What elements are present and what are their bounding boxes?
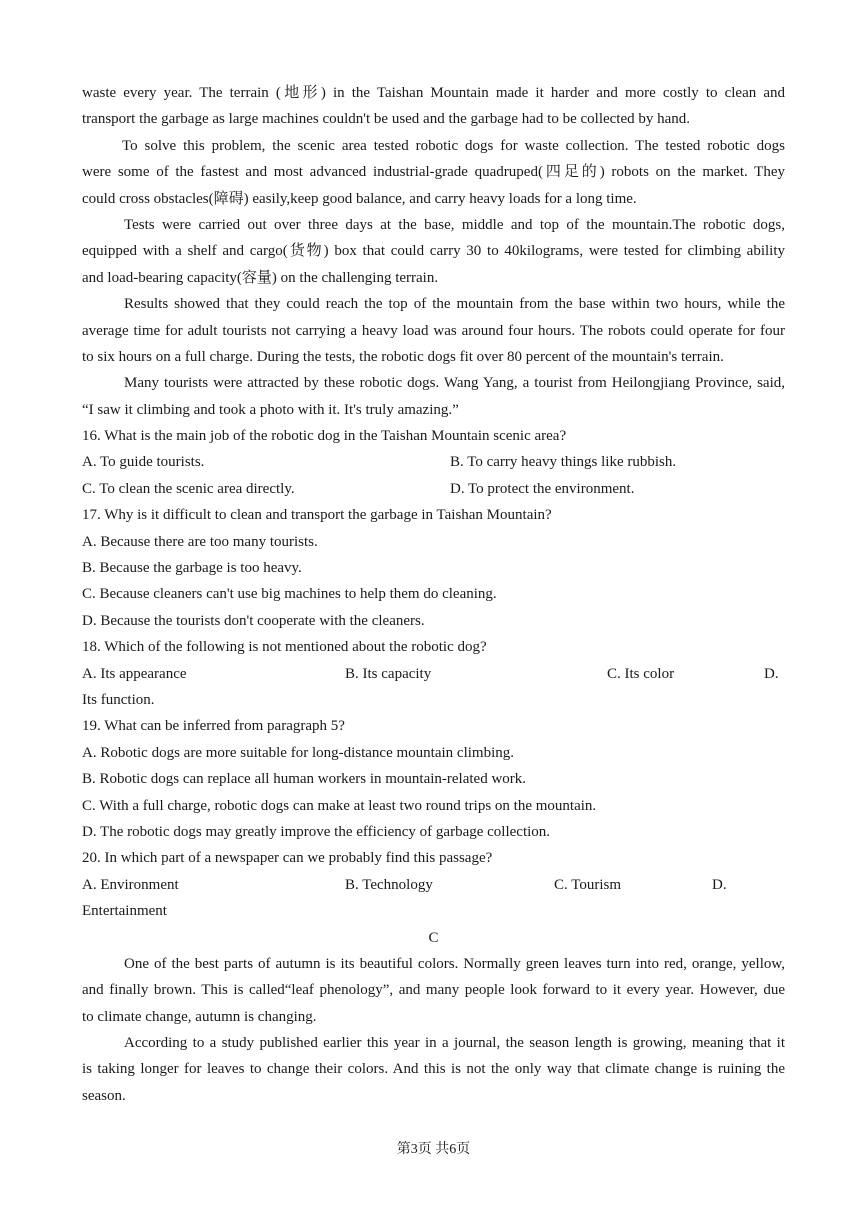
- options-row: [82, 661, 785, 687]
- text-line: could cross obstacles(障碍) easily,keep good balance, and carry heavy loads for a long time.: [82, 190, 637, 207]
- option-a: A. Its appearance: [82, 665, 187, 682]
- page-footer: 第3页 共6页: [396, 1142, 471, 1157]
- text-line: were some of the fastest and most advanced industrial-grade quadruped(四足的) robots on the market. They: [82, 164, 785, 181]
- option-b: B. Technology: [345, 876, 433, 893]
- option-b: B. Robotic dogs can replace all human workers in mountain-related work.: [82, 771, 527, 788]
- question-19: [82, 713, 785, 845]
- text-line: and finally brown. This is called“leaf phenology”, and many people look forward to it every year. However, due: [82, 982, 785, 999]
- question-stem: 19. What can be inferred from paragraph 5?: [82, 718, 345, 735]
- paragraph: [82, 80, 785, 133]
- question-18: [82, 634, 785, 713]
- paragraph: [82, 212, 785, 291]
- option-d: Entertainment: [82, 903, 167, 920]
- text-line: One of the best parts of autumn is its beautiful colors. Normally green leaves turn into red, orange, yellow,: [124, 955, 785, 972]
- question-16: [82, 423, 785, 502]
- text-line: average time for adult tourists not carrying a heavy load was around four hours. The robots could operate for four: [82, 322, 785, 339]
- option-a: A. Environment: [82, 876, 179, 893]
- section-heading: C: [428, 929, 439, 946]
- question-stem: 16. What is the main job of the robotic dog in the Taishan Mountain scenic area?: [82, 428, 567, 445]
- text-line: is taking longer for leaves to change their colors. And this is not the only way that climate change is ruining the: [82, 1061, 785, 1078]
- option-c: C. Because cleaners can't use big machines to help them do cleaning.: [82, 586, 497, 603]
- option-a: A. To guide tourists.: [82, 454, 205, 471]
- option-d: D. Because the tourists don't cooperate with the cleaners.: [82, 612, 425, 629]
- text-line: Results showed that they could reach the top of the mountain from the base within two hours, while the: [124, 296, 785, 313]
- option-d-label: D.: [712, 876, 727, 893]
- option-b: B. Because the garbage is too heavy.: [82, 560, 302, 577]
- option-d: Its function.: [82, 691, 155, 708]
- paragraph: [82, 1030, 785, 1109]
- option-d: D. The robotic dogs may greatly improve the efficiency of garbage collection.: [82, 823, 551, 840]
- paragraph: [82, 370, 785, 423]
- text-line: to climate change, autumn is changing.: [82, 1008, 317, 1025]
- option-b: B. To carry heavy things like rubbish.: [450, 454, 677, 471]
- page-content: [82, 80, 785, 1109]
- text-line: Many tourists were attracted by these robotic dogs. Wang Yang, a tourist from Heilongjiang Province, said,: [124, 375, 785, 392]
- text-line: to six hours on a full charge. During the tests, the robotic dogs fit over 80 percent of the mountain's terrain.: [82, 348, 724, 365]
- question-stem: 20. In which part of a newspaper can we probably find this passage?: [82, 850, 493, 867]
- text-line: transport the garbage as large machines couldn't be used and the garbage had to be collected by hand.: [82, 111, 691, 128]
- option-a: A. Robotic dogs are more suitable for long-distance mountain climbing.: [82, 744, 514, 761]
- question-stem: 17. Why is it difficult to clean and transport the garbage in Taishan Mountain?: [82, 507, 552, 524]
- option-c: C. With a full charge, robotic dogs can make at least two round trips on the mountain.: [82, 797, 597, 814]
- text-line: According to a study published earlier this year in a journal, the season length is growing, meaning that it: [124, 1035, 785, 1052]
- option-a: A. Because there are too many tourists.: [82, 533, 318, 550]
- question-17: [82, 502, 785, 634]
- text-line: “I saw it climbing and took a photo with it. It's truly amazing.”: [82, 401, 459, 418]
- options-row: [82, 449, 785, 475]
- option-b: B. Its capacity: [345, 665, 432, 682]
- paragraph: [82, 291, 785, 370]
- option-c: C. Its color: [607, 665, 675, 682]
- options-row: [82, 872, 785, 898]
- text-line: To solve this problem, the scenic area tested robotic dogs for waste collection. The tested robotic dogs: [122, 137, 785, 154]
- text-line: waste every year. The terrain (地形) in the Taishan Mountain made it harder and more costly to clean and: [82, 85, 785, 101]
- option-c: C. Tourism: [554, 876, 622, 893]
- text-line: and load-bearing capacity(容量) on the challenging terrain.: [82, 269, 439, 286]
- option-c: C. To clean the scenic area directly.: [82, 480, 295, 497]
- question-stem: 18. Which of the following is not mentioned about the robotic dog?: [82, 639, 487, 656]
- text-line: season.: [82, 1087, 126, 1104]
- paragraph: [82, 951, 785, 1030]
- option-d: D. To protect the environment.: [450, 480, 635, 497]
- options-row: [82, 476, 785, 502]
- text-line: equipped with a shelf and cargo(货物) box that could carry 30 to 40kilograms, were tested for climbing ability: [82, 243, 785, 260]
- text-line: Tests were carried out over three days at the base, middle and top of the mountain.The robotic dogs,: [124, 216, 785, 233]
- question-20: [82, 845, 785, 924]
- paragraph: [82, 133, 785, 212]
- option-d-label: D.: [764, 665, 779, 682]
